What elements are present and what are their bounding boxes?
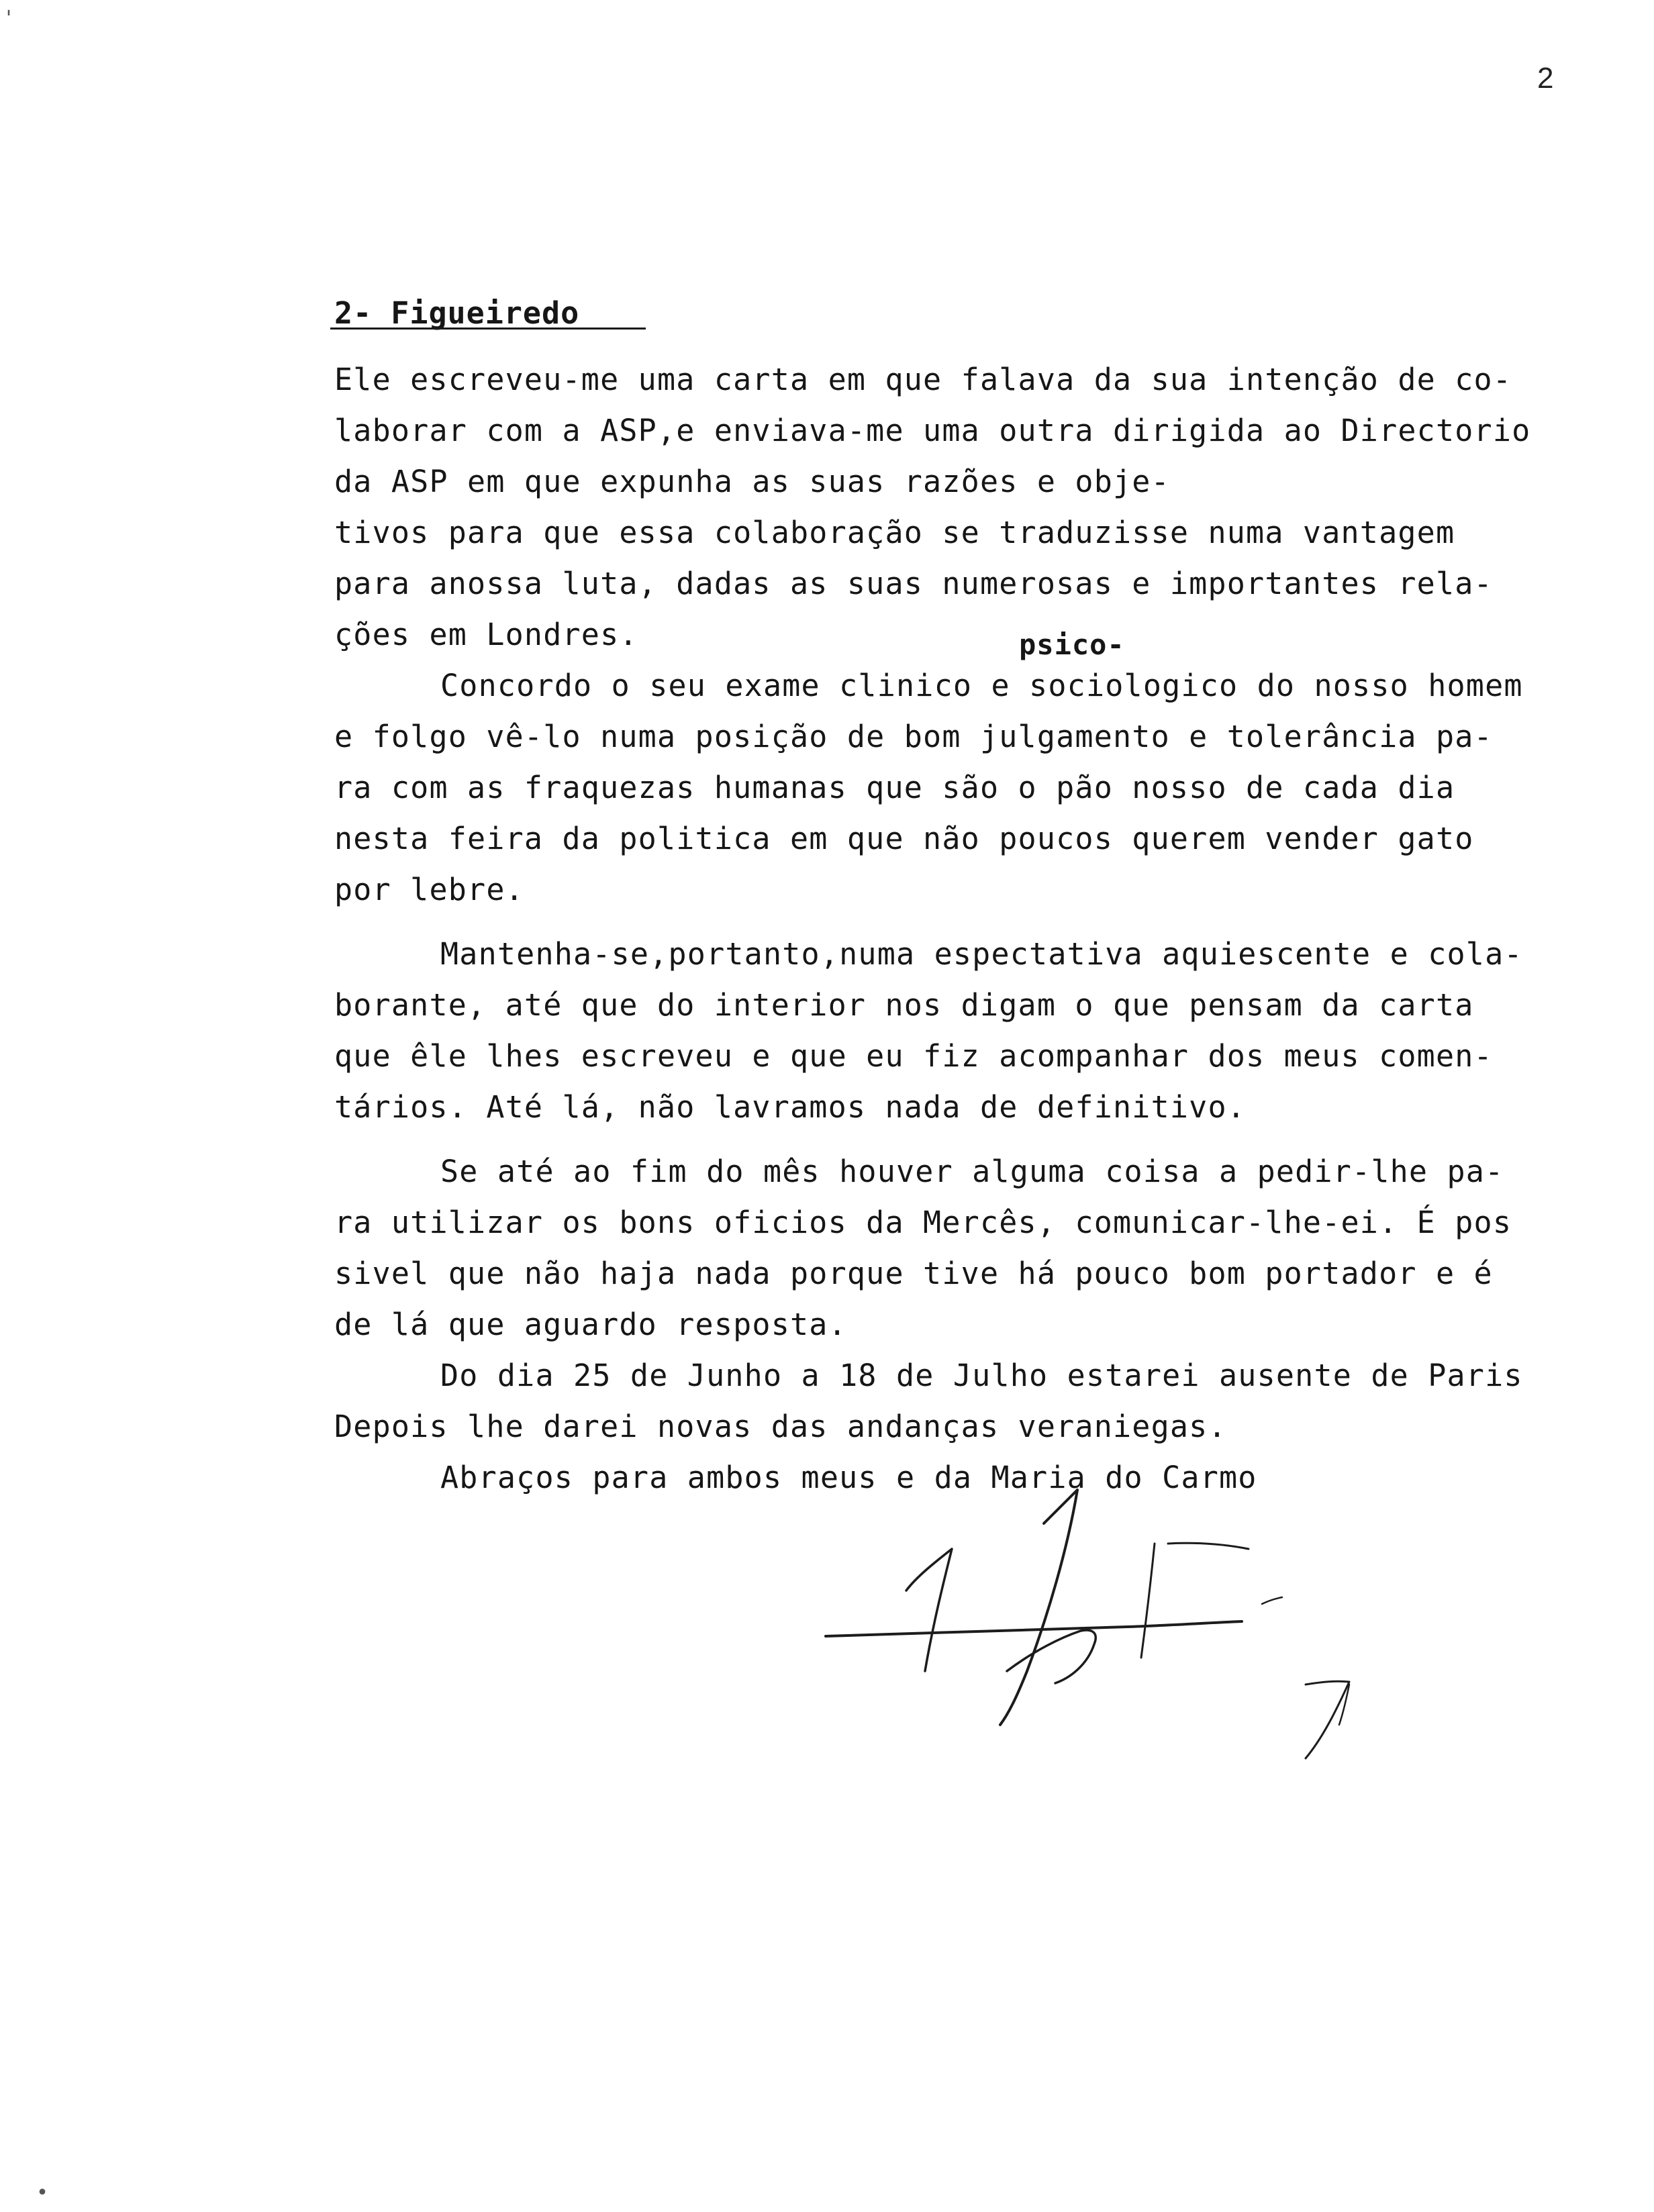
signature-stroke [1141,1544,1155,1658]
text-line [334,456,1610,507]
scan-speck: ' [3,7,15,30]
signature-stroke [1000,1490,1077,1725]
text-line: Se até ao fim do mês houver alguma coisa a pedir-lhe pa- [440,1154,1504,1189]
text-line: que êle lhes escreveu e que eu fiz acompanhar dos meus comen- [334,1038,1493,1074]
signature-stroke [1306,1681,1349,1758]
signature-stroke [1262,1597,1282,1604]
text-line: laborar com a ASP,e enviava-me uma outra dirigida ao Directorio [334,413,1531,448]
section-heading: 2- Figueiredo [334,295,580,331]
text-line: por lebre. [334,872,524,907]
text-line: Do dia 25 de Junho a 18 de Julho estarei ausente de Paris [440,1358,1523,1393]
text-line: e folgo vê-lo numa posição de bom julgamento e tolerância pa- [334,719,1493,754]
text-line: Depois lhe darei novas das andanças veraniegas. [334,1409,1227,1444]
text-line: nesta feira da politica em que não poucos querem vender gato [334,821,1474,856]
text-line: de lá que aguardo resposta. [334,1307,847,1342]
heading-underline [330,328,646,330]
signature-stroke [1007,1630,1096,1683]
letter-body [334,354,1610,1503]
text-line: ra com as fraquezas humanas que são o pão nosso de cada dia [334,770,1455,805]
text-line: Ele escreveu-me uma carta em que falava da sua intenção de co- [334,362,1512,397]
signature-stroke [826,1621,1242,1636]
text-line: tivos para que essa colaboração se traduzisse numa vantagem [334,515,1455,550]
signature-scribble [806,1470,1450,1778]
text-line: tários. Até lá, não lavramos nada de definitivo. [334,1089,1247,1125]
text-line: Mantenha-se,portanto,numa espectativa aquiescente e cola- [440,936,1523,972]
text-line: ções em Londres. [334,617,638,652]
closing-line: Abraços para ambos meus e da Maria do Carmo [440,1460,1257,1495]
text-line: ra utilizar os bons oficios da Mercês, comunicar-lhe-ei. É pos [334,1205,1512,1240]
text-fragment: da ASP em que expunha as suas razões e obje- [334,464,1170,499]
text-line: sivel que não haja nada porque tive há pouco bom portador e é [334,1256,1493,1291]
scan-speck: • [36,2181,49,2205]
text-line: para anossa luta, dadas as suas numerosas e importantes rela- [334,566,1493,601]
text-line: Concordo o seu exame clinico e sociologico do nosso homem [440,668,1523,703]
page-number: 2 [1537,62,1554,95]
handwritten-insertion: psico- [1019,628,1125,661]
signature-stroke [906,1549,952,1671]
signature-stroke [1168,1543,1249,1549]
text-line: borante, até que do interior nos digam o que pensam da carta [334,987,1474,1023]
